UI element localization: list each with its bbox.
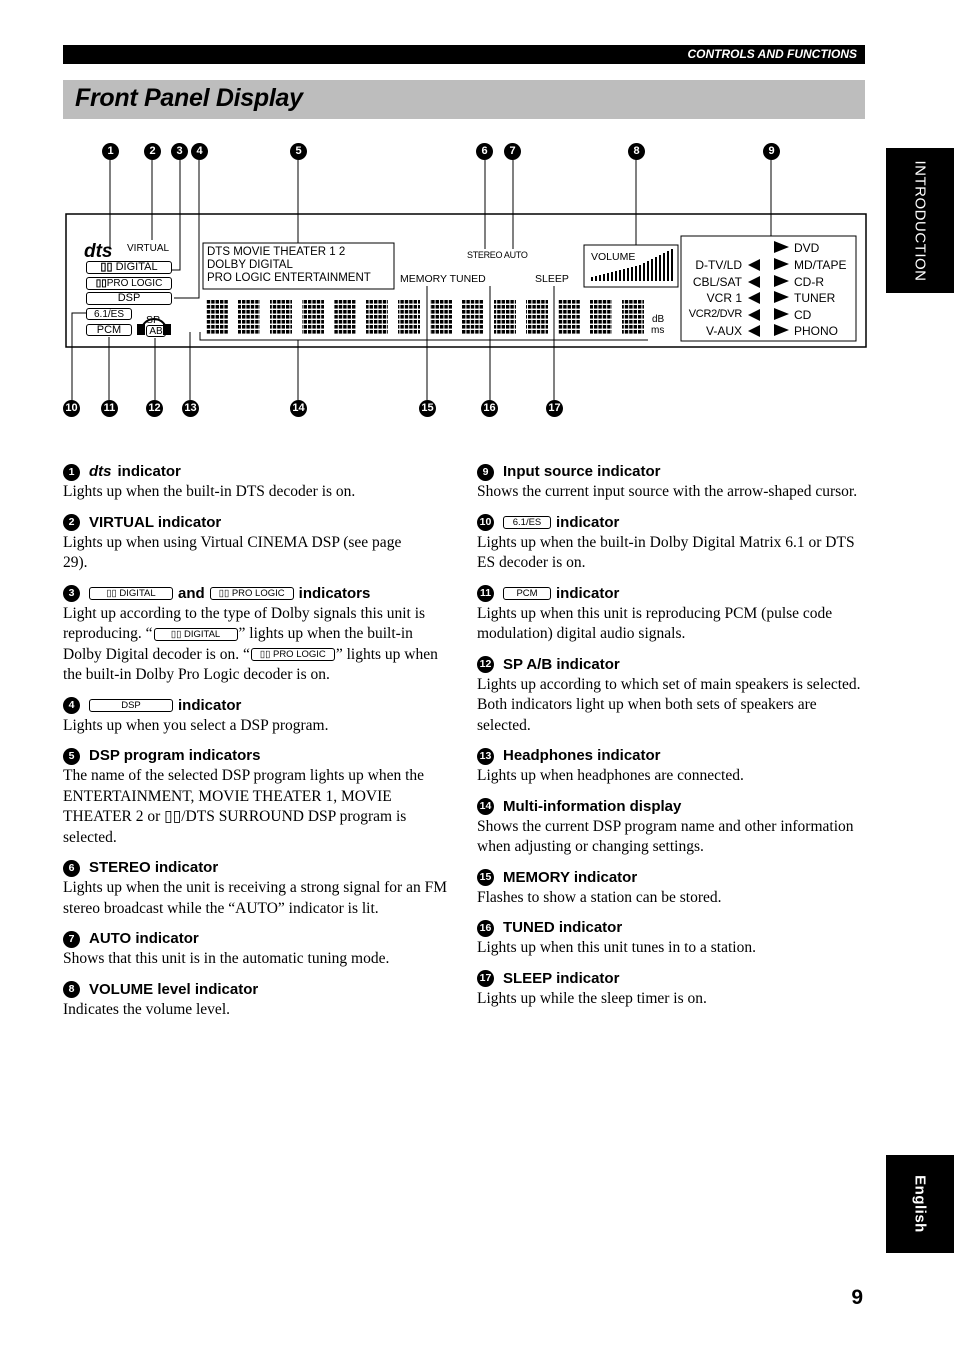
source-vcr1: VCR 1: [706, 291, 742, 305]
callout-12: 12: [146, 400, 163, 417]
item-17-body: Lights up while the sleep timer is on.: [477, 989, 707, 1007]
item-13: [477, 746, 867, 787]
callout-1: 1: [102, 143, 119, 160]
item-10: [477, 513, 867, 574]
program-line-1: DTS MOVIE THEATER 1 2: [207, 246, 346, 258]
item-7: [63, 929, 453, 970]
pro-logic-mini-label: PRO LOGIC: [231, 588, 285, 599]
callout-15: 15: [419, 400, 436, 417]
pro-logic-label: PRO LOGIC: [106, 278, 163, 289]
item-6-number: 6: [63, 860, 80, 877]
item-2-body: Lights up when using Virtual CINEMA DSP (see page 29).: [63, 533, 402, 571]
callout-11: 11: [101, 400, 118, 417]
item-2: [63, 513, 453, 574]
item-4-title: indicator: [178, 696, 242, 714]
source-mdtape: MD/TAPE: [794, 258, 847, 272]
item-4: [63, 696, 453, 737]
memory-tuned-label: MEMORY TUNED: [400, 273, 486, 285]
item-10-title: indicator: [556, 513, 620, 531]
left-column: [63, 462, 453, 1030]
item-1-body: Lights up when the built-in DTS decoder is on.: [63, 483, 356, 500]
digital-inline-indicator: ▯▯ DIGITAL: [154, 628, 238, 641]
item-12-body: Lights up according to which set of main speakers is selected. Both indicators light up when both sets of speakers are selected.: [477, 675, 861, 734]
item-8-number: 8: [63, 981, 80, 998]
ab-indicator: AB: [146, 325, 166, 337]
source-tuner: TUNER: [794, 291, 836, 305]
panel-lines: [0, 0, 954, 440]
item-3-title: indicators: [298, 584, 371, 602]
item-10-body: Lights up when the built-in Dolby Digital Matrix 6.1 or DTS ES decoder is on.: [477, 533, 855, 571]
item-9: [477, 462, 867, 503]
virtual-label: VIRTUAL: [127, 243, 170, 254]
item-13-title: Headphones indicator: [503, 747, 661, 764]
item-3: [63, 584, 453, 686]
callout-3: 3: [171, 143, 188, 160]
english-tab-label: English: [911, 1175, 929, 1233]
item-14-number: 14: [477, 798, 494, 815]
callout-16: 16: [481, 400, 498, 417]
digital-indicator: ▯▯ DIGITAL: [86, 261, 172, 274]
source-cd: CD: [794, 308, 812, 322]
item-1: [63, 462, 453, 503]
item-15: [477, 868, 867, 909]
item-3-and: and: [178, 584, 205, 602]
item-17-title: SLEEP indicator: [503, 969, 620, 987]
digital-mini-label: DIGITAL: [119, 588, 156, 599]
item-11-number: 11: [477, 585, 494, 602]
item-3-body: [63, 604, 453, 686]
pro-logic-inline-label: PRO LOGIC: [272, 649, 326, 661]
source-dtv: D-TV/LD: [695, 258, 742, 272]
item-12-title: SP A/B indicator: [503, 655, 620, 673]
front-panel-diagram: [0, 0, 954, 440]
item-7-body: Shows that this unit is in the automatic tuning mode.: [63, 950, 390, 967]
item-3-body-b: ” lights up when the built-in Dolby Digital decoder is on. “: [63, 625, 413, 663]
item-16-number: 16: [477, 920, 494, 937]
digital-inline-label: DIGITAL: [183, 628, 221, 640]
source-phono: PHONO: [794, 324, 839, 338]
display-outline: [66, 214, 866, 347]
item-16-body: Lights up when this unit tunes in to a station.: [477, 939, 756, 956]
item-8-title: VOLUME level indicator: [89, 980, 259, 998]
item-2-number: 2: [63, 514, 80, 531]
item-17-number: 17: [477, 970, 494, 987]
item-14-title: Multi-information display: [503, 797, 682, 815]
item-8: [63, 980, 453, 1021]
volume-bars: [591, 249, 673, 281]
digital-label: DIGITAL: [115, 261, 158, 273]
ms-label: ms: [651, 325, 665, 336]
section-label: CONTROLS AND FUNCTIONS: [687, 47, 857, 61]
leader-3: [172, 160, 180, 270]
item-5: [63, 746, 453, 848]
callout-14: 14: [290, 400, 307, 417]
dts-logo: [84, 241, 113, 262]
page-title: Front Panel Display: [75, 84, 303, 112]
source-vaux: V-AUX: [705, 324, 742, 338]
source-box: [681, 236, 856, 341]
callout-5: 5: [290, 143, 307, 160]
item-7-title: AUTO indicator: [89, 930, 199, 947]
item-12: [477, 655, 867, 737]
source-cblsat: CBL/SAT: [692, 275, 742, 289]
item-14-body: Shows the current DSP program name and other information when adjusting or changing settings.: [477, 817, 854, 855]
item-5-title: DSP program indicators: [89, 747, 261, 764]
item-11: [477, 584, 867, 645]
dot-matrix: [206, 299, 644, 334]
item-16-title: TUNED indicator: [503, 919, 623, 936]
item-6: [63, 858, 453, 919]
item-5-number: 5: [63, 748, 80, 765]
stereo-auto-label: STEREO AUTO: [467, 250, 528, 260]
item-8-body: Indicates the volume level.: [63, 1000, 230, 1018]
sp-label: SP: [146, 314, 161, 326]
source-dvd: DVD: [794, 241, 820, 255]
item-15-number: 15: [477, 869, 494, 886]
english-side-tab: [886, 1155, 954, 1253]
callout-2: 2: [144, 143, 161, 160]
pro-logic-indicator: ▯▯PRO LOGIC: [86, 277, 172, 290]
volume-label: VOLUME: [591, 251, 636, 263]
leader-4: [174, 160, 199, 298]
callout-9: 9: [763, 143, 780, 160]
source-arrows: [748, 241, 789, 337]
page-number: 9: [851, 1286, 863, 1309]
item-10-number: 10: [477, 514, 494, 531]
pcm-indicator: PCM: [86, 324, 132, 336]
item-15-body: Flashes to show a station can be stored.: [477, 888, 722, 906]
intro-side-tab: [886, 148, 954, 293]
item-16: [477, 918, 867, 959]
source-vcr2: VCR2/DVR: [688, 308, 742, 320]
item-6-title: STEREO indicator: [89, 859, 219, 876]
db-label: dB: [652, 314, 665, 325]
item-12-number: 12: [477, 656, 494, 673]
item-9-title: Input source indicator: [503, 463, 661, 480]
item-14: [477, 797, 867, 858]
callout-4: 4: [191, 143, 208, 160]
callout-6: 6: [476, 143, 493, 160]
sleep-label: SLEEP: [535, 273, 569, 285]
item-4-number: 4: [63, 697, 80, 714]
es-mini-indicator: 6.1/ES: [503, 516, 551, 529]
program-line-2: DOLBY DIGITAL: [207, 259, 293, 271]
dsp-indicator: DSP: [86, 292, 172, 305]
program-line-3: PRO LOGIC ENTERTAINMENT: [207, 272, 371, 284]
headphones-icon: [138, 319, 170, 334]
callout-13: 13: [182, 400, 199, 417]
dts-logo-text: dts: [84, 241, 113, 262]
pcm-mini-indicator: PCM: [503, 587, 551, 600]
item-11-title: indicator: [556, 584, 620, 602]
source-cdr: CD-R: [794, 275, 824, 289]
item-17: [477, 969, 867, 1010]
item-4-body: Lights up when you select a DSP program.: [63, 716, 329, 734]
item-2-title: VIRTUAL indicator: [89, 513, 222, 531]
callout-8: 8: [628, 143, 645, 160]
dsp-mini-indicator: DSP: [89, 699, 173, 712]
right-column: [477, 462, 867, 1019]
item-6-body: Lights up when the unit is receiving a strong signal for an FM stereo broadcast while the “AUTO” indicator is lit.: [63, 879, 447, 917]
item-7-number: 7: [63, 931, 80, 948]
es-indicator: 6.1/ES: [86, 308, 132, 320]
item-3-body-a: Light up according to the type of Dolby signals this unit is reproducing. “: [63, 604, 426, 642]
item-5-body: The name of the selected DSP program lights up when the ENTERTAINMENT, MOVIE THEATER 1, MOVIE THEATER 2 or ▯▯/DTS SURROUND DSP program is selected.: [63, 767, 425, 846]
section-header: [63, 45, 865, 64]
item-11-body: Lights up when this unit is reproducing PCM (pulse code modulation) digital audio signals.: [477, 604, 833, 642]
item-1-number: 1: [63, 464, 80, 481]
callout-7: 7: [504, 143, 521, 160]
item-13-body: Lights up when headphones are connected.: [477, 767, 744, 784]
item-3-number: 3: [63, 585, 80, 602]
item-9-body: Shows the current input source with the arrow-shaped cursor.: [477, 483, 858, 500]
callout-10: 10: [63, 400, 80, 417]
pro-logic-mini-indicator: ▯▯ PRO LOGIC: [210, 587, 294, 600]
program-box: [203, 243, 394, 289]
intro-tab-label: INTRODUCTION: [911, 160, 929, 281]
callout-17: 17: [546, 400, 563, 417]
item-9-number: 9: [477, 464, 494, 481]
item-15-title: MEMORY indicator: [503, 868, 638, 886]
item-3-body-c: ” lights up when the built-in Dolby Pro Logic decoder is on.: [63, 645, 438, 683]
leader-10: [72, 313, 86, 400]
item-1-title: indicator: [117, 463, 181, 480]
title-band: [63, 80, 865, 119]
leader-14-bracket: [200, 332, 648, 340]
digital-mini-indicator: ▯▯ DIGITAL: [89, 587, 173, 600]
volume-box: [584, 245, 678, 287]
dts-logo-icon: dts: [89, 463, 112, 480]
item-13-number: 13: [477, 748, 494, 765]
pro-logic-inline-indicator: ▯▯ PRO LOGIC: [251, 648, 335, 661]
